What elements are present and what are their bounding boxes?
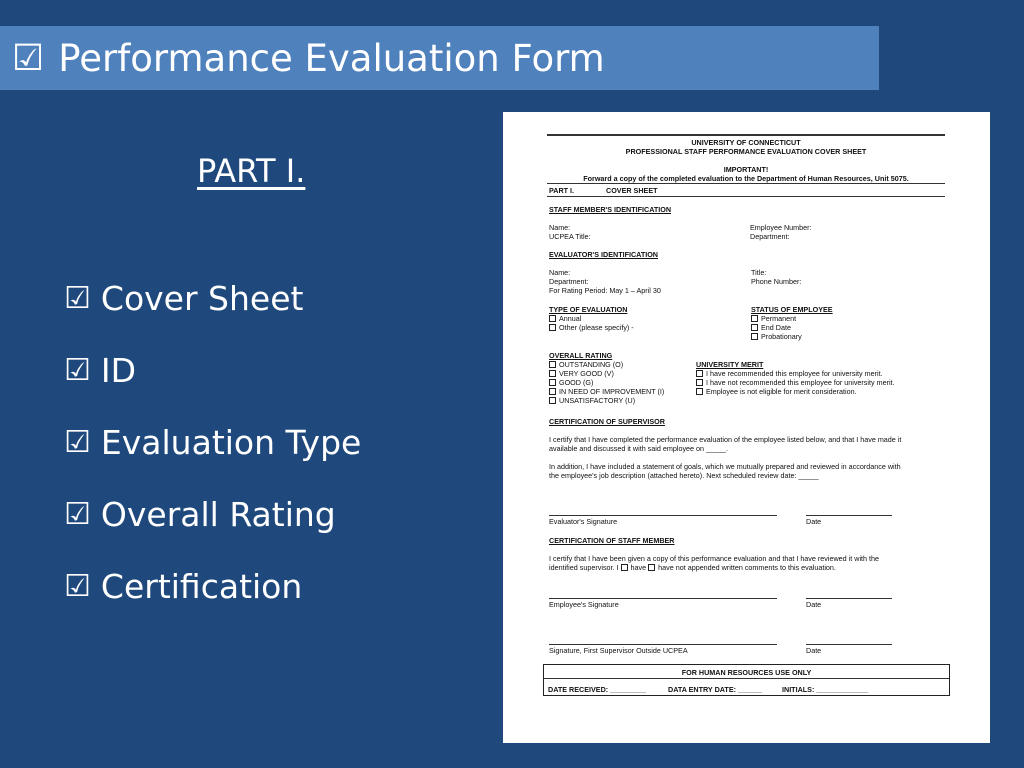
checkbox-icon — [549, 379, 556, 386]
part-heading: PART I. — [197, 152, 306, 190]
checkbox-icon — [549, 361, 556, 368]
cert-staff-heading: CERTIFICATION OF STAFF MEMBER — [549, 536, 675, 545]
overall-rating-heading: OVERALL RATING — [549, 351, 613, 360]
checkbox-icon — [549, 397, 556, 404]
cert-staff-text: identified supervisor. I have have not appended written comments to this evaluation. — [549, 563, 836, 572]
employee-signature-label: Employee's Signature — [549, 600, 619, 609]
staff-title-label: UCPEA Title: — [549, 232, 591, 241]
checkbox-checked-icon: ☑ — [64, 424, 91, 460]
overall-rating-option: UNSATISFACTORY (U) — [549, 396, 635, 405]
checkbox-checked-icon: ☑ — [12, 37, 45, 79]
checkbox-icon — [696, 370, 703, 377]
evaluator-id-heading: EVALUATOR'S IDENTIFICATION — [549, 250, 658, 259]
checkbox-checked-icon: ☑ — [64, 280, 91, 316]
hr-use-box — [543, 664, 950, 696]
bullet-item — [64, 334, 361, 406]
bullet-item — [64, 406, 361, 478]
cert-supervisor-text: available and discussed it with said employee on _____. — [549, 444, 729, 453]
form-document-image — [503, 112, 990, 743]
data-entry-date-field: DATA ENTRY DATE: ______ — [668, 685, 762, 694]
checkbox-icon — [751, 315, 758, 322]
evaluator-signature-label: Evaluator's Signature — [549, 517, 618, 526]
date-label: Date — [806, 600, 822, 609]
checkbox-icon — [751, 324, 758, 331]
employee-status-option: End Date — [751, 323, 791, 332]
form-forward-note: Forward a copy of the completed evaluation to the Department of Human Resources, Unit 5075. — [583, 174, 909, 183]
evaluator-department-label: Department: — [549, 277, 589, 286]
checkbox-icon — [549, 324, 556, 331]
date-line — [806, 515, 892, 516]
staff-name-label: Name: — [549, 223, 571, 232]
bullet-list — [64, 262, 361, 622]
checkbox-icon — [696, 379, 703, 386]
date-line — [806, 598, 892, 599]
evaluation-type-option: Other (please specify) - — [549, 323, 634, 332]
header-rule — [547, 196, 945, 197]
staff-department-label: Department: — [750, 232, 790, 241]
employee-status-option: Permanent — [751, 314, 796, 323]
staff-id-heading: STAFF MEMBER'S IDENTIFICATION — [549, 205, 672, 214]
university-merit-option: I have not recommended this employee for university merit. — [696, 378, 895, 387]
cert-supervisor-heading: CERTIFICATION OF SUPERVISOR — [549, 417, 665, 426]
form-title: PROFESSIONAL STAFF PERFORMANCE EVALUATION COVER SHEET — [625, 147, 867, 156]
signature-line — [549, 598, 777, 599]
overall-rating-option: OUTSTANDING (O) — [549, 360, 623, 369]
evaluator-name-label: Name: — [549, 268, 571, 277]
slide-title: Performance Evaluation Form — [58, 36, 605, 80]
checkbox-checked-icon: ☑ — [64, 568, 91, 604]
rating-period-label: For Rating Period: May 1 – April 30 — [549, 286, 661, 295]
form-important: IMPORTANT! — [723, 165, 769, 174]
hr-box-divider — [544, 678, 949, 679]
bullet-label: Certification — [100, 566, 303, 606]
checkbox-icon — [621, 564, 628, 571]
overall-rating-option: VERY GOOD (V) — [549, 369, 614, 378]
checkbox-checked-icon: ☑ — [64, 496, 91, 532]
bullet-item — [64, 550, 361, 622]
checkbox-checked-icon: ☑ — [64, 352, 91, 388]
bullet-item — [64, 478, 361, 550]
checkbox-icon — [751, 333, 758, 340]
header-rule — [547, 134, 945, 136]
date-received-field: DATE RECEIVED: _________ — [548, 685, 647, 694]
university-merit-option: I have recommended this employee for university merit. — [696, 369, 883, 378]
cert-supervisor-text: I certify that I have completed the performance evaluation of the employee listed below, and that I have made it — [549, 435, 902, 444]
date-label: Date — [806, 646, 822, 655]
evaluator-title-label: Title: — [751, 268, 767, 277]
phone-number-label: Phone Number: — [751, 277, 802, 286]
cert-staff-text: I certify that I have been given a copy of this performance evaluation and that I have reviewed it with the — [549, 554, 880, 563]
employee-number-label: Employee Number: — [750, 223, 812, 232]
checkbox-icon — [648, 564, 655, 571]
slide-title-bar — [0, 26, 879, 90]
checkbox-icon — [549, 388, 556, 395]
employee-status-option: Probationary — [751, 332, 802, 341]
checkbox-icon — [696, 388, 703, 395]
hr-box-title: FOR HUMAN RESOURCES USE ONLY — [681, 668, 812, 677]
form-part-name: COVER SHEET — [606, 186, 658, 195]
initials-field: INITIALS: _____________ — [782, 685, 869, 694]
supervisor-signature-label: Signature, First Supervisor Outside UCPEA — [549, 646, 688, 655]
university-merit-heading: UNIVERSITY MERIT — [696, 360, 764, 369]
cert-supervisor-text: In addition, I have included a statement of goals, which we mutually prepared and reviewed in accordance with — [549, 462, 901, 471]
checkbox-icon — [549, 370, 556, 377]
employee-status-heading: STATUS OF EMPLOYEE — [751, 305, 833, 314]
evaluation-type-option: Annual — [549, 314, 581, 323]
overall-rating-option: GOOD (G) — [549, 378, 593, 387]
bullet-item — [64, 262, 361, 334]
signature-line — [549, 644, 777, 645]
form-university: UNIVERSITY OF CONNECTICUT — [691, 138, 801, 147]
evaluation-type-heading: TYPE OF EVALUATION — [549, 305, 628, 314]
date-line — [806, 644, 892, 645]
bullet-label: Evaluation Type — [100, 422, 362, 462]
university-merit-option: Employee is not eligible for merit consideration. — [696, 387, 857, 396]
header-rule — [547, 183, 945, 184]
checkbox-icon — [549, 315, 556, 322]
overall-rating-option: IN NEED OF IMPROVEMENT (I) — [549, 387, 664, 396]
bullet-label: ID — [100, 350, 137, 390]
form-part-label: PART I. — [549, 186, 575, 195]
bullet-label: Cover Sheet — [100, 278, 304, 318]
date-label: Date — [806, 517, 822, 526]
signature-line — [549, 515, 777, 516]
cert-supervisor-text: the employee's job description (attached hereto). Next scheduled review date: _____ — [549, 471, 819, 480]
bullet-label: Overall Rating — [100, 494, 336, 534]
